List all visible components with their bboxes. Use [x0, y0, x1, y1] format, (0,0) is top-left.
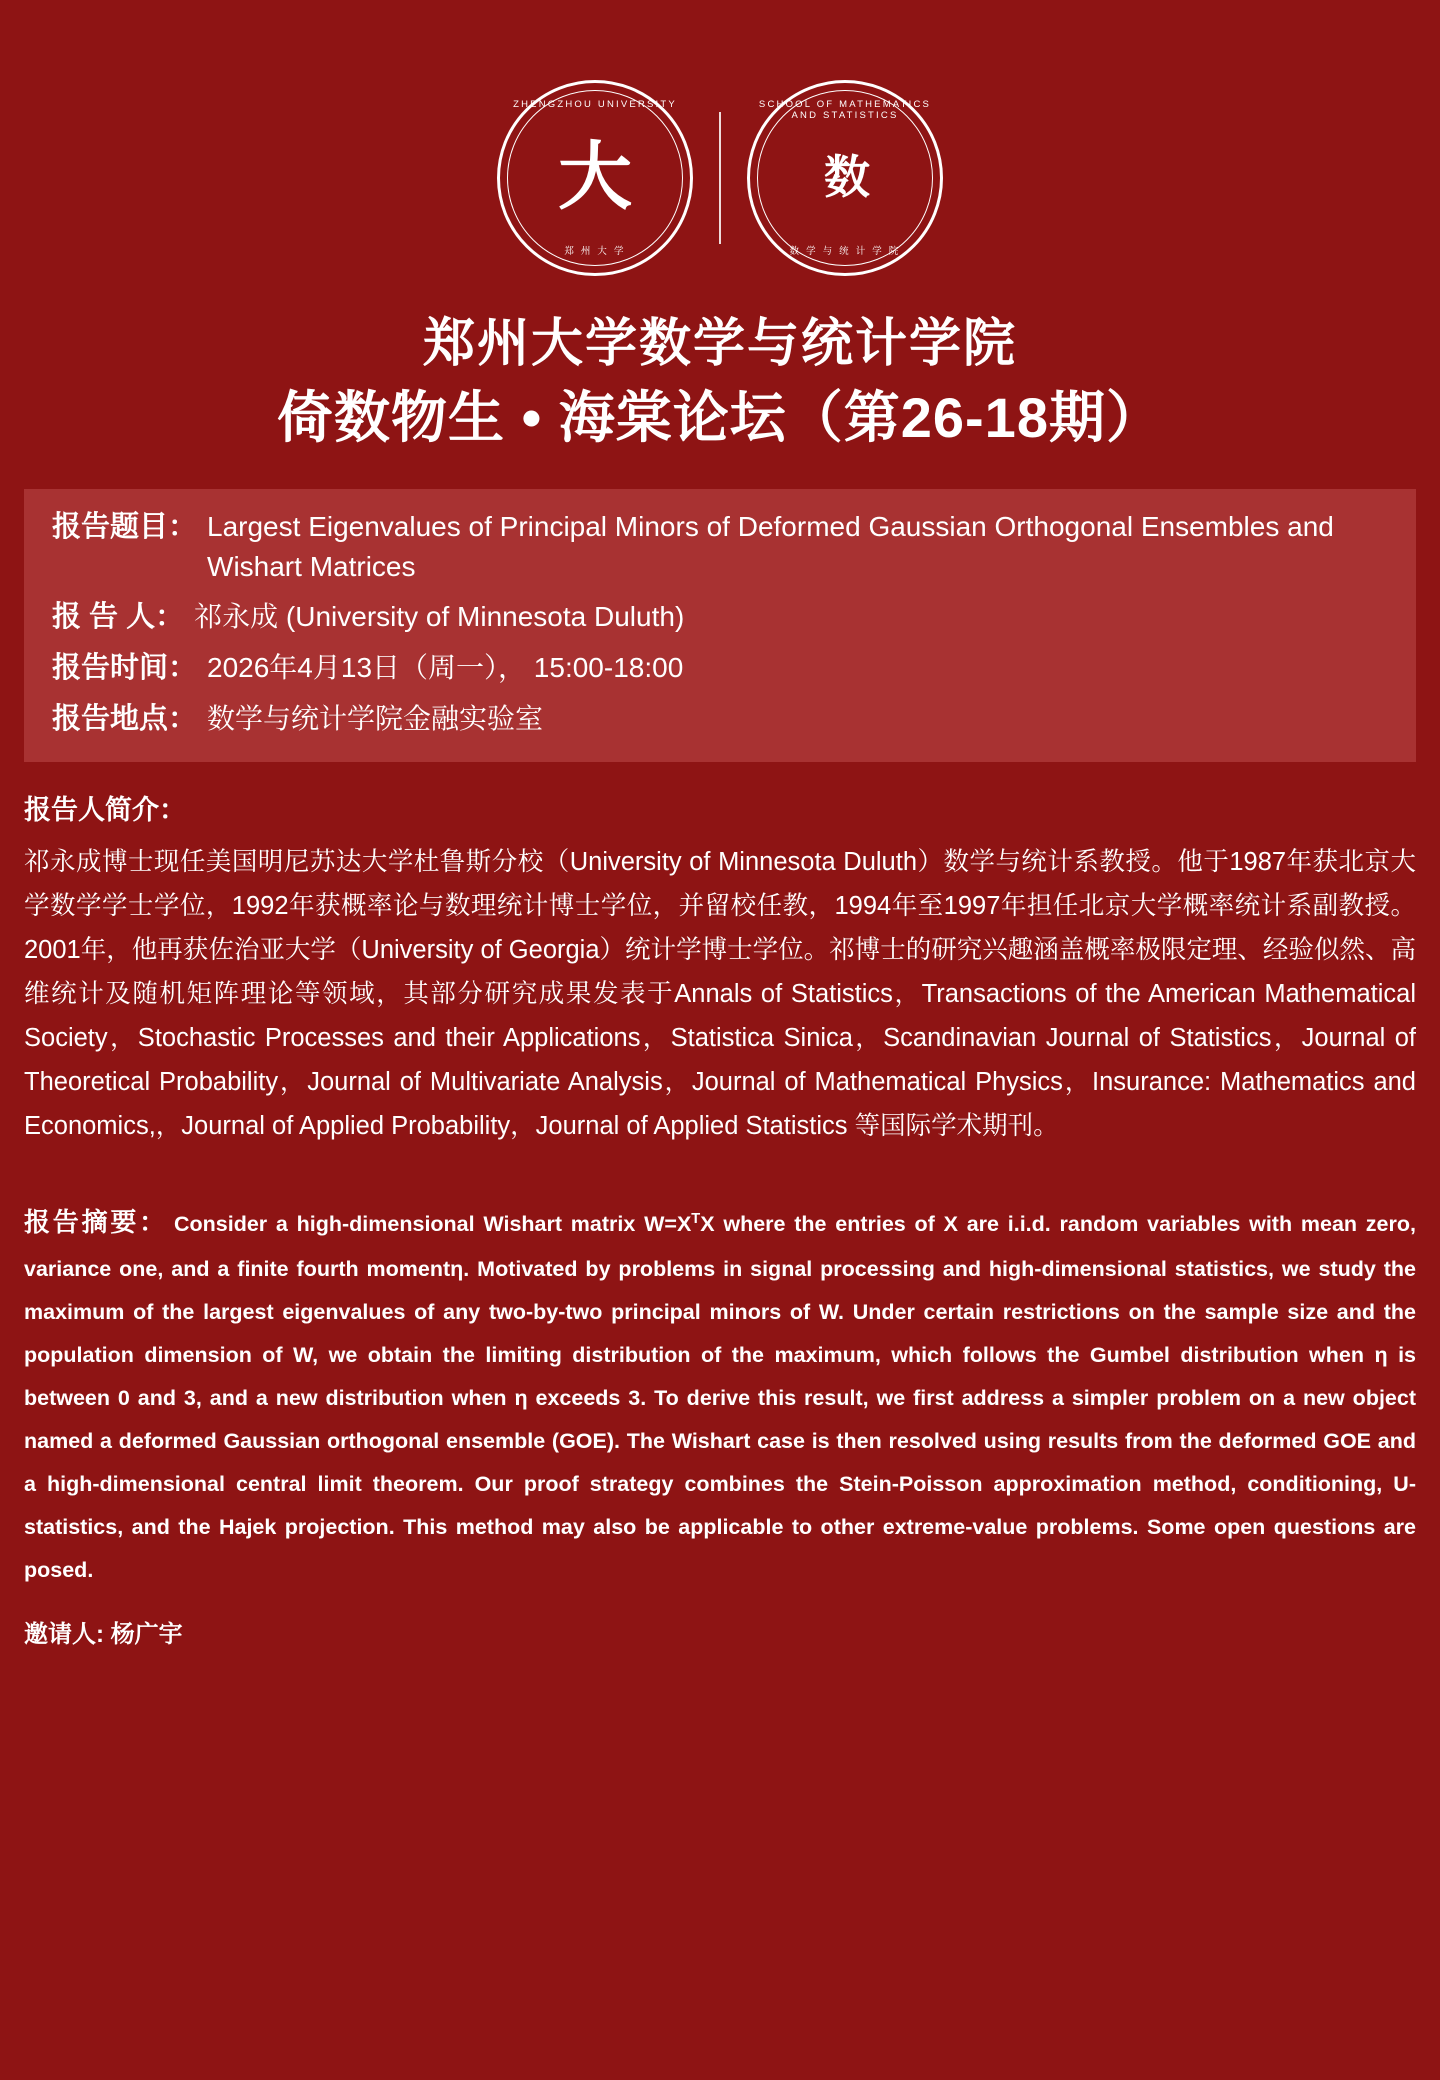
forum-title: 倚数物生 • 海棠论坛（第26-18期） [277, 386, 1163, 450]
sms-logo-outer-text-top: SCHOOL OF MATHEMATICS AND STATISTICS [758, 99, 932, 121]
info-row-talk-title [52, 507, 1388, 587]
zzu-logo-outer-text-bottom: 郑 州 大 学 [564, 246, 626, 257]
label-talk-title: 报告题目： [52, 511, 198, 544]
logo-divider [719, 112, 721, 244]
speaker-bio-section [24, 788, 1416, 1148]
zhengzhou-university-logo [497, 80, 693, 276]
label-talk-location: 报告地点： [52, 703, 198, 736]
value-talk-location: 数学与统计学院金融实验室 [207, 703, 544, 735]
speaker-bio-title: 报告人简介： [24, 795, 186, 826]
info-row-location [52, 699, 1388, 740]
abstract-section [24, 1196, 1416, 1592]
abstract-text-part2: X where the entries of X are i.i.d. random variables with mean zero, variance one, and a finite fourth momentη. Motivated by problems in signal processing and high-dimensional statistics, we study the maximum of the largest eigenvalues of any two-by-two principal minors of W. Under certain restrictions on the sample size and the population dimension of W, we obtain the limiting distribution of the maximum, which follows the Gumbel distribution when η is between 0 and 3, and a new distribution when η exceeds 3. To derive this result, we first address a simpler problem on a new object named a deformed Gaussian orthogonal ensemble (GOE). The Wishart case is then resolved using results from the deformed GOE and a high-dimensional central limit theorem. Our proof strategy combines the Stein-Poisson approximation method, conditioning, U-statistics, and the Hajek projection. This method may also be applicable to other extreme-value problems. Some open questions are posed. [24, 1212, 1416, 1583]
sms-logo-outer-text-bottom: 数 学 与 统 计 学 院 [789, 246, 901, 257]
school-title: 郑州大学数学与统计学院 [422, 315, 1017, 373]
value-talk-time: 2026年4月13日（周一）， 15:00-18:00 [207, 652, 684, 684]
logo-band [0, 0, 1440, 276]
zzu-logo-glyph: 大 [558, 137, 632, 219]
label-talk-time: 报告时间： [52, 652, 198, 685]
info-row-speaker [52, 597, 1388, 638]
school-of-math-statistics-logo [747, 80, 943, 276]
abstract-label: 报告摘要： [24, 1207, 168, 1238]
label-speaker: 报 告 人： [52, 600, 185, 633]
abstract-body [24, 1196, 1416, 1592]
info-row-time [52, 648, 1388, 689]
talk-info-panel [24, 489, 1416, 762]
zzu-logo-outer-text-top: ZHENGZHOU UNIVERSITY [513, 99, 677, 110]
title-block [0, 314, 1440, 453]
inviter: 邀请人: 杨广宇 [24, 1621, 183, 1649]
value-speaker: 祁永成 (University of Minnesota Duluth) [194, 600, 685, 632]
value-talk-title: Largest Eigenvalues of Principal Minors of Deformed Gaussian Orthogonal Ensembles and Wishart Matrices [207, 511, 1334, 583]
abstract-text-part1: Consider a high-dimensional Wishart matrix W=X [173, 1212, 692, 1237]
speaker-bio-text: 祁永成博士现任美国明尼苏达大学杜鲁斯分校（University of Minnesota Duluth）数学与统计系教授。他于1987年获北京大学数学学士学位，1992年获概率论与数理统计博士学位，并留校任教，1994年至1997年担任北京大学概率统计系副教授。2001年，他再获佐治亚大学（University of Georgia）统计学博士学位。祁博士的研究兴趣涵盖概率极限定理、经验似然、高维统计及随机矩阵理论等领域，其部分研究成果发表于Annals of Statistics，Transactions of the American Mathematical Society，Stochastic Processes and their Applications，Statistica Sinica，Scandinavian Journal of Statistics，Journal of Theoretical Probability，Journal of Multivariate Analysis，Journal of Mathematical Physics，Insurance: Mathematics and Economics,，Journal of Applied Probability，Journal of Applied Statistics 等国际学术期刊。 [24, 848, 1416, 1140]
sms-logo-glyph: 数 [824, 152, 866, 203]
abstract-superscript: T [691, 1211, 701, 1228]
